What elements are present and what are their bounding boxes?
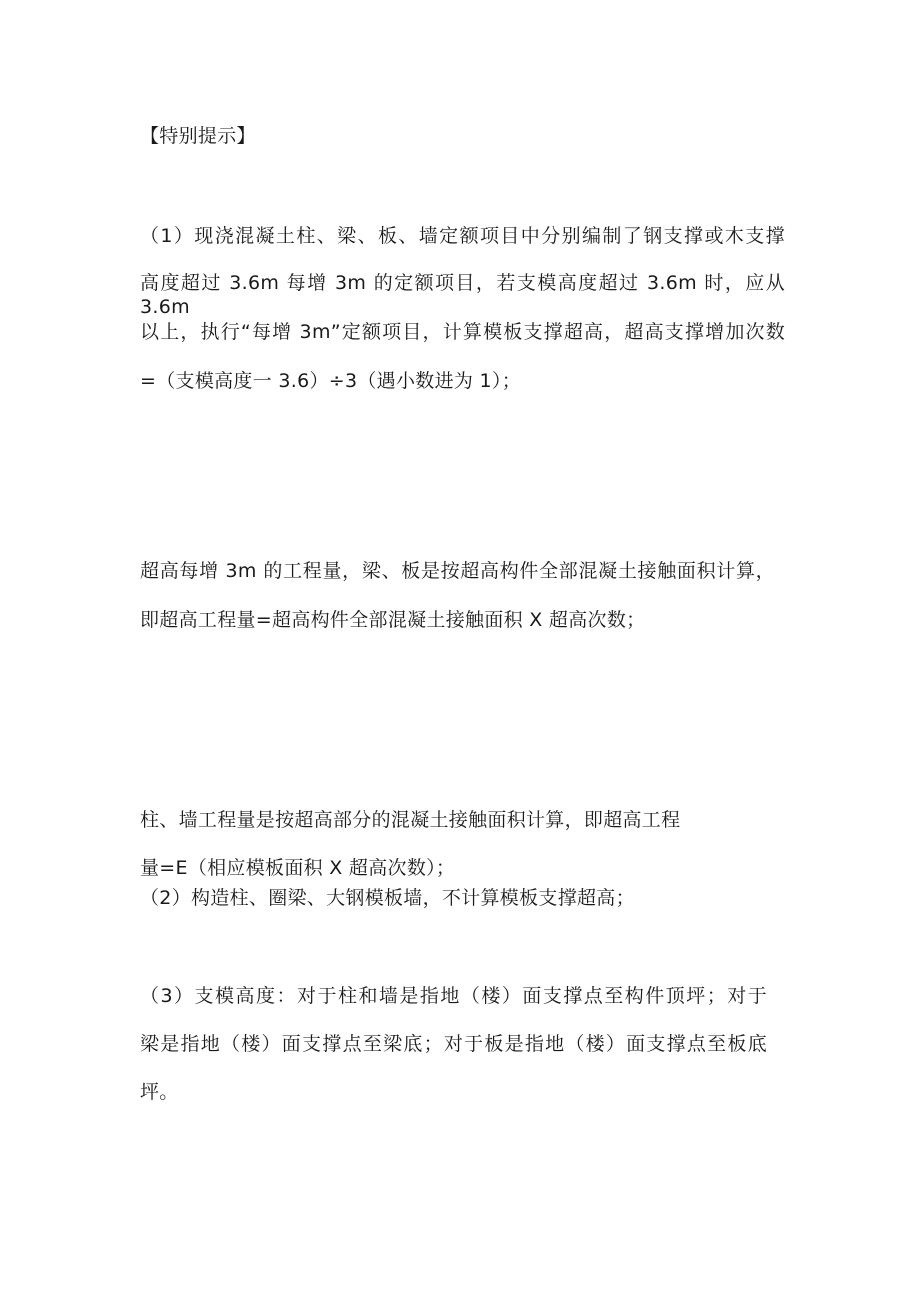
paragraph-4-line-1: （2）构造柱、圈梁、大钢模板墙，不计算模板支撑超高； [140,887,635,909]
paragraph-5-line-2: 梁是指地（楼）面支撑点至梁底；对于板是指地（楼）面支撑点至板底 [140,1033,767,1055]
paragraph-3-line-1: 柱、墙工程量是按超高部分的混凝土接触面积计算，即超高工程 [140,809,681,831]
paragraph-1-line-1: （1）现浇混凝土柱、梁、板、墙定额项目中分别编制了钢支撑或木支撑 [140,225,785,247]
paragraph-1-line-3: 以上，执行“每增 3m”定额项目，计算模板支撑超高，超高支撑增加次数 [140,321,785,343]
paragraph-1-line-4: =（支模高度一 3.6）÷3（遇小数进为 1）； [140,370,522,392]
paragraph-5-line-3: 坪。 [140,1081,179,1103]
paragraph-5-line-1: （3）支模高度：对于柱和墙是指地（楼）面支撑点至构件顶坪；对于 [140,985,767,1007]
paragraph-2-line-1: 超高每增 3m 的工程量，梁、板是按超高构件全部混凝土接触面积计算， [140,560,775,582]
paragraph-2-line-2: 即超高工程量=超高构件全部混凝土接触面积 X 超高次数； [140,609,646,631]
paragraph-1-line-2: 高度超过 3.6m 每增 3m 的定额项目，若支模高度超过 3.6m 时，应从 3.6m [140,272,785,318]
heading-special-notice: 【特别提示】 [140,125,256,147]
paragraph-3-line-2: 量=E（相应模板面积 X 超高次数）； [140,857,456,879]
